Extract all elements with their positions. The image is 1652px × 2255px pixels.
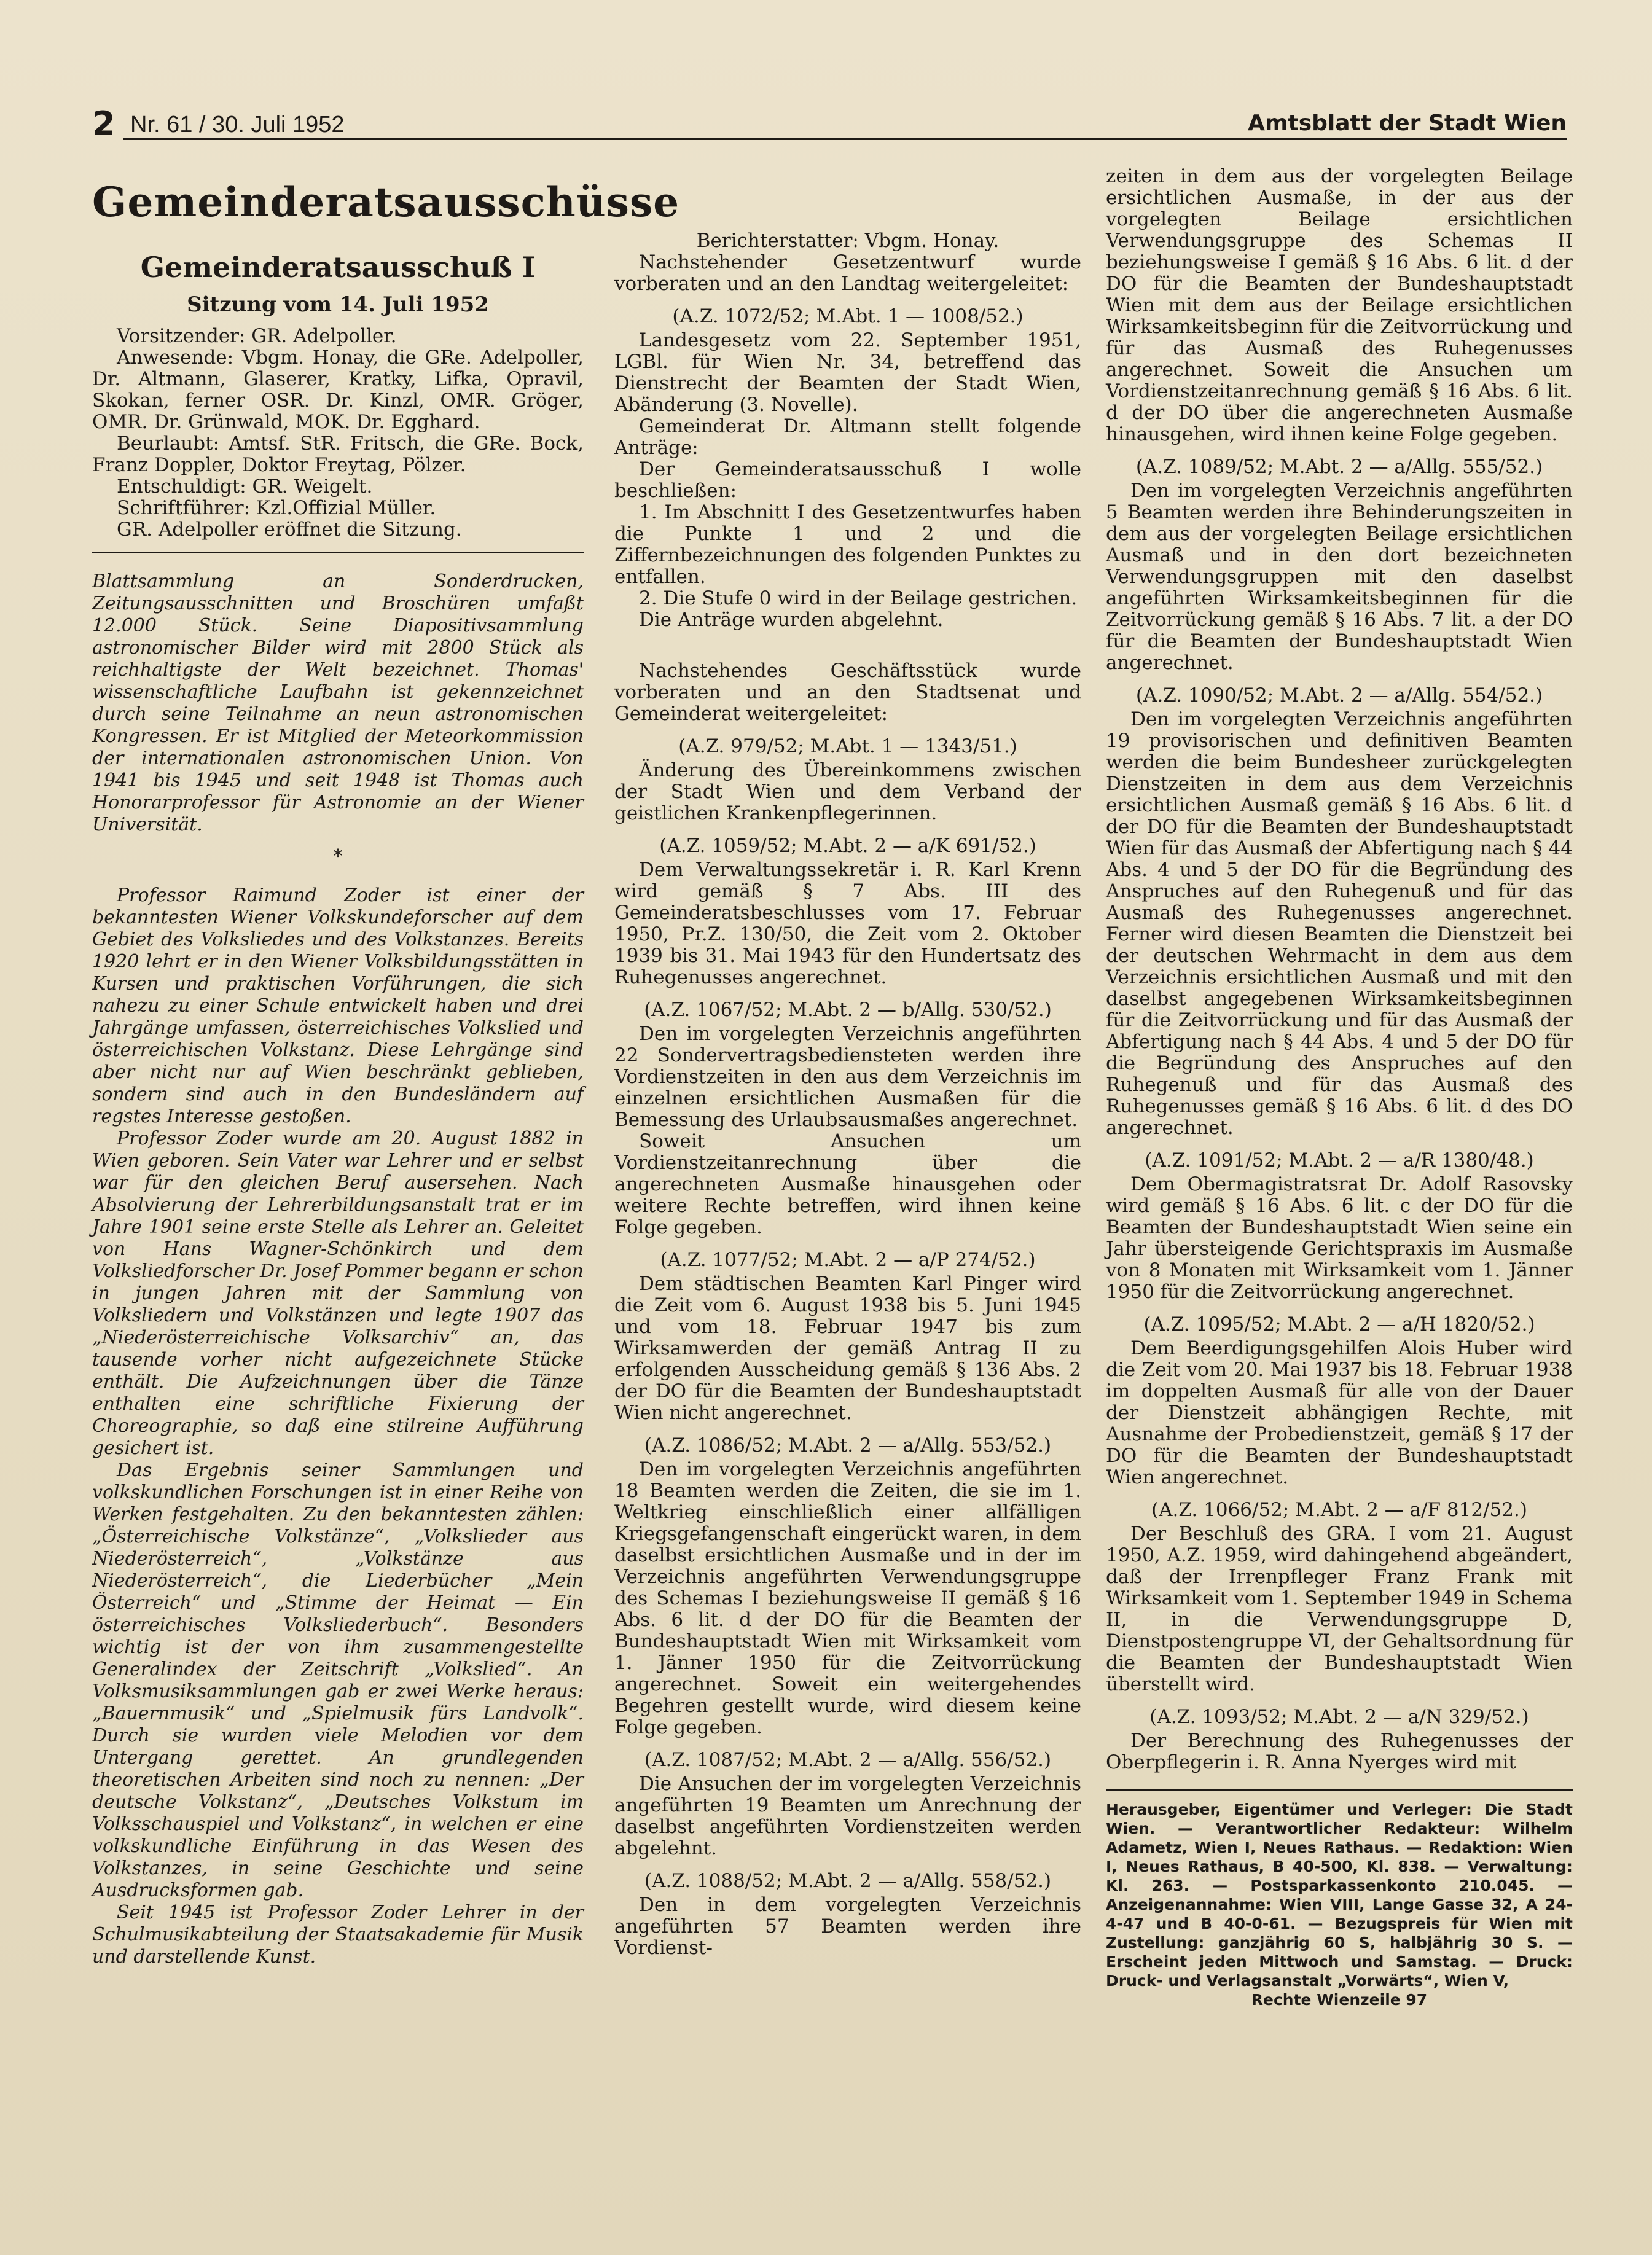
paragraph: Den im vorgelegten Verzeichnis angeführten 18 Beamten werden die Zeiten, die sie im 1. Weltkrieg einschließlich einer allfälligen Kriegsgefangenschaft eingerückt waren, in dem daselbst ersichtlichen Ausmaße und in der im Verzeichnis angeführten Verwendungsgruppe des Schemas I beziehungsweise II gemäß § 16 Abs. 6 lit. d der DO für die Beamten der Bundeshauptstadt Wien mit Wirksamkeit vom 1. Jänner 1950 für die Zeitvorrückung angerechnet. Soweit ein weitergehendes Begehren gestellt wurde, wird diesem keine Folge gegeben. — [614, 1458, 1081, 1738]
paragraph: 1. Im Abschnitt I des Gesetzentwurfes haben die Punkte 1 und 2 und die Ziffernbezeichnungen des folgenden Punktes zu entfallen. — [614, 501, 1081, 588]
session-date: Sitzung vom 14. Juli 1952 — [187, 292, 489, 317]
secretary-line: Schriftführer: Kzl.Offizial Müller. — [117, 497, 436, 519]
zoder-article-p1: Professor Raimund Zoder ist einer der bekanntesten Wiener Volkskundeforscher auf dem Gebiet des Volksliedes und des Volkstanzes. Bereits 1920 lehrt er in den Wiener Volksbildungsstätten in Kursen und praktischen Vorführungen, die sich nahezu zu einer Schule entwickelt haben und drei Jahrgänge umfassen, österreichisches Volkslied und österreichischen Volkstanz. Diese Lehrgänge sind aber nicht nur auf Wien beschränkt geblieben, sondern sind auch in den Bundesländern auf regstes Interesse gestoßen. — [92, 885, 584, 1127]
paragraph: Der Berechnung des Ruhegenusses der Oberpflegerin i. R. Anna Nyerges wird mit — [1106, 1730, 1573, 1773]
file-reference: (A.Z. 979/52; M.Abt. 1 — 1343/51.) — [678, 735, 1017, 757]
column-left — [92, 160, 680, 1968]
paragraph: Den im vorgelegten Verzeichnis angeführten 22 Sondervertragsbediensteten werden ihre Vordienstzeiten in den aus dem Verzeichnis im einzelnen ersichtlichen Ausmaßen für die Bemessung des Urlaubsausmaßes angerechnet. — [614, 1023, 1081, 1131]
paragraph: Der Gemeinderatsausschuß I wolle beschließen: — [614, 458, 1081, 502]
file-reference: (A.Z. 1093/52; M.Abt. 2 — a/N 329/52.) — [1149, 1706, 1529, 1728]
file-reference: (A.Z. 1067/52; M.Abt. 2 — b/Allg. 530/52.) — [644, 999, 1052, 1021]
main-title: Gemeinderatsausschüsse — [92, 178, 680, 226]
opening-line: GR. Adelpoller eröffnet die Sitzung. — [117, 518, 462, 541]
paragraph: Änderung des Übereinkommens zwischen der Stadt Wien und dem Verband der geistlichen Krankenpflegerinnen. — [614, 759, 1081, 824]
paragraph: Dem Verwaltungssekretär i. R. Karl Krenn wird gemäß § 7 Abs. III des Gemeinderatsbeschlusses vom 17. Februar 1950, Pr.Z. 130/50, die Zeit vom 2. Oktober 1939 bis 31. Mai 1943 für den Hundertsatz des Ruhegenusses angerechnet. — [614, 859, 1081, 988]
paragraph: Soweit Ansuchen um Vordienstzeitanrechnung über die angerechneten Ausmaße hinausgehen oder weitere Rechte betreffen, wird ihnen keine Folge gegeben. — [614, 1130, 1081, 1238]
file-reference: (A.Z. 1090/52; M.Abt. 2 — a/Allg. 554/52.) — [1135, 684, 1543, 706]
file-reference: (A.Z. 1087/52; M.Abt. 2 — a/Allg. 556/52.) — [644, 1749, 1052, 1771]
file-reference: (A.Z. 1086/52; M.Abt. 2 — a/Allg. 553/52.) — [644, 1434, 1052, 1456]
paragraph: Nachstehendes Geschäftsstück wurde vorberaten und an den Stadtsenat und Gemeinderat weitergeleitet: — [614, 660, 1081, 725]
file-reference: (A.Z. 1095/52; M.Abt. 2 — a/H 1820/52.) — [1143, 1313, 1535, 1335]
paragraph: zeiten in dem aus der vorgelegten Beilage ersichtlichen Ausmaße, in der aus der vorgelegten Beilage ersichtlichen Verwendungsgruppe des Schemas II beziehungsweise I gemäß § 16 Abs. 6 lit. d der DO für die Beamten der Bundeshauptstadt Wien mit dem aus der Beilage ersichtlichen Wirksamkeitsbeginn für die Zeitvorrückung und für das Ausmaß des Ruhegenusses angerechnet. Soweit die Ansuchen um Vordienstzeitanrechnung gemäß § 16 Abs. 6 lit. d der DO über die angerechneten Ausmaße hinausgehen, wird ihnen keine Folge gegeben. — [1106, 165, 1573, 445]
attendees-line: Anwesende: Vbgm. Honay, die GRe. Adelpoller, Dr. Altmann, Glaserer, Kratky, Lifka, Opravil, Skokan, ferner OSR. Dr. Kinzl, OMR. Gröger, OMR. Dr. Grünwald, MOK. Dr. Egghard. — [92, 346, 584, 433]
column-middle — [614, 230, 1081, 1959]
paragraph: Die Ansuchen der im vorgelegten Verzeichnis angeführten 19 Beamten um Anrechnung der daselbst angeführten Vordienstzeiten werden abgelehnt. — [614, 1773, 1081, 1859]
section-rule — [92, 552, 584, 553]
page-number: 2 — [92, 104, 115, 143]
paragraph: Den im vorgelegten Verzeichnis angeführten 5 Beamten werden ihre Behinderungszeiten in dem aus der vorgelegten Beilage ersichtlichen Ausmaß und in den dort bezeichneten Verwendungsgruppen mit den daselbst angeführten Wirksamkeitsbeginnen für die Zeitvorrückung gemäß § 16 Abs. 7 lit. a der DO für die Beamten der Bundeshauptstadt Wien angerechnet. — [1106, 480, 1573, 674]
zoder-article-p2: Professor Zoder wurde am 20. August 1882 in Wien geboren. Sein Vater war Lehrer und er selbst war für den gleichen Beruf ausersehen. Nach Absolvierung der Lehrerbildungsanstalt trat er im Jahre 1901 seine erste Stelle als Lehrer an. Geleitet von Hans Wagner-Schönkirch und dem Volksliedforscher Dr. Josef Pommer begann er schon in jungen Jahren mit der Sammlung von Volksliedern und Volkstänzen und legte 1907 das „Niederösterreichische Volksarchiv“ an, das tausende vorher nicht aufgezeichnete Stücke enthält. Die Aufzeichnungen über die Tänze enthalten eine schriftliche Fixierung der Choreographie, so daß eine stilreine Aufführung gesichert ist. — [92, 1128, 584, 1459]
gazette-name: Amtsblatt der Stadt Wien — [1248, 111, 1567, 136]
issue-line: Nr. 61 / 30. Juli 1952 — [130, 112, 345, 138]
imprint-address: Rechte Wienzeile 97 — [1251, 1991, 1428, 2009]
paragraph: Landesgesetz vom 22. September 1951, LGBl. für Wien Nr. 34, betreffend das Dienstrecht der Beamten der Stadt Wien, Abänderung (3. Novelle). — [614, 329, 1081, 416]
excused-line: Entschuldigt: GR. Weigelt. — [117, 475, 373, 498]
paragraph: Den in dem vorgelegten Verzeichnis angeführten 57 Beamten werden ihre Vordienst- — [614, 1894, 1081, 1959]
paragraph: Nachstehender Gesetzentwurf wurde vorberaten und an den Landtag weitergeleitet: — [614, 251, 1081, 295]
imprint: Herausgeber, Eigentümer und Verleger: Die Stadt Wien. — Verantwortlicher Redakteur: Wilhelm Adametz, Wien I, Neues Rathaus. — Redaktion: Wien I, Neues Rathaus, B 40-500, Kl. 838. — Verwaltung: Kl. 263. — Postsparkassenkonto 210.045. — Anzeigenannahme: Wien VIII, Lange Gasse 32, A 24-4-47 und B 40-0-61. — Bezugspreis für Wien mit Zustellung: ganzjährig 60 S, halbjährig 30 S. — Erscheint jeden Mittwoch und Samstag. — Druck: Druck- und Verlagsanstalt „Vorwärts“, Wien V, — [1106, 1800, 1573, 1990]
file-reference: (A.Z. 1089/52; M.Abt. 2 — a/Allg. 555/52.) — [1135, 456, 1543, 478]
paragraph: Dem Beerdigungsgehilfen Alois Huber wird die Zeit vom 20. Mai 1937 bis 18. Februar 1938 im doppelten Ausmaß für alle von der Dauer der Dienstzeit abhängigen Rechte, mit Ausnahme der Probedienstzeit, gemäß § 17 der DO für die Beamten der Bundeshauptstadt Wien angerechnet. — [1106, 1337, 1573, 1488]
thomas-article: Blattsammlung an Sonderdrucken, Zeitungsausschnitten und Broschüren umfaßt 12.000 Stück. Seine Diapositivsammlung astronomischer Bilder wird mit 2800 Stück als reichhaltigste der Welt bezeichnet. Thomas' wissenschaftliche Laufbahn ist gekennzeichnet durch seine Teilnahme an neun astronomischen Kongressen. Er ist Mitglied der Meteorkommission der internationalen astronomischen Union. Von 1941 bis 1945 und seit 1948 ist Thomas auch Honorarprofessor für Astronomie an der Wiener Universität. — [92, 571, 584, 835]
chairman-line: Vorsitzender: GR. Adelpoller. — [117, 325, 397, 347]
paragraph: Der Beschluß des GRA. I vom 21. August 1950, A.Z. 1959, wird dahingehend abgeändert, daß der Irrenpfleger Franz Frank mit Wirksamkeit vom 1. September 1949 in Schema II, in die Verwendungsgruppe D, Dienstpostengruppe VI, der Gehaltsordnung für die Beamten der Bundeshauptstadt Wien überstellt wird. — [1106, 1523, 1573, 1695]
imprint-rule — [1106, 1789, 1573, 1791]
on-leave-line: Beurlaubt: Amtsf. StR. Fritsch, die GRe. Bock, Franz Doppler, Doktor Freytag, Pölzer. — [92, 432, 584, 476]
file-reference: (A.Z. 1066/52; M.Abt. 2 — a/F 812/52.) — [1151, 1499, 1527, 1521]
paragraph: Dem Obermagistratsrat Dr. Adolf Rasovsky wird gemäß § 16 Abs. 6 lit. c der DO für die Beamten der Bundeshauptstadt Wien seine ein Jahr übersteigende Gerichtspraxis im Ausmaße von 8 Monaten mit Wirksamkeit vom 1. Jänner 1950 für die Zeitvorrückung angerechnet. — [1106, 1173, 1573, 1303]
paragraph: Dem städtischen Beamten Karl Pinger wird die Zeit vom 6. August 1938 bis 5. Juni 1945 und vom 18. Februar 1947 bis zum Wirksamwerden der gemäß Antrag II zu erfolgenden Ausscheidung gemäß § 136 Abs. 2 der DO für die Beamten der Bundeshauptstadt Wien nicht angerechnet. — [614, 1273, 1081, 1424]
page-header — [92, 104, 1567, 141]
header-rule — [123, 138, 1567, 140]
paragraph: 2. Die Stufe 0 wird in der Beilage gestrichen. — [639, 587, 1078, 609]
zoder-article-p3: Das Ergebnis seiner Sammlungen und volkskundlichen Forschungen ist in einer Reihe von Werken festgehalten. Zu den bekanntesten zählen: „Österreichische Volkstänze“, „Volkslieder aus Niederösterreich“, „Volkstänze aus Niederösterreich“, die Liederbücher „Mein Österreich“ und „Stimme der Heimat — Ein österreichisches Volksliederbuch“. Besonders wichtig ist der von ihm zusammengestellte Generalindex der Zeitschrift „Volkslied“. An Volksmusiksammlungen gab er zwei Werke heraus: „Bauernmusik“ und „Spielmusik fürs Landvolk“. Durch sie wurden viele Melodien vor dem Untergang gerettet. An grundlegenden theoretischen Arbeiten sind noch zu nennen: „Der deutsche Volkstanz“, „Deutsches Volkstum im Volksschauspiel und Volkstanz“, in welchen er eine volkskundliche Einführung in das Wesen des Volkstanzes, in seine Geschichte und seine Ausdrucksformen gab. — [92, 1460, 584, 1901]
rapporteur-line: Berichterstatter: Vbgm. Honay. — [696, 230, 1000, 252]
zoder-article-p4: Seit 1945 ist Professor Zoder Lehrer in der Schulmusikabteilung der Staatsakademie für Musik und darstellende Kunst. — [92, 1902, 584, 1968]
separator-star: * — [333, 846, 343, 867]
file-reference: (A.Z. 1072/52; M.Abt. 1 — 1008/52.) — [672, 305, 1024, 327]
paragraph: Gemeinderat Dr. Altmann stellt folgende Anträge: — [614, 415, 1081, 459]
file-reference: (A.Z. 1077/52; M.Abt. 2 — a/P 274/52.) — [660, 1249, 1036, 1271]
paragraph: Den im vorgelegten Verzeichnis angeführten 19 provisorischen und definitiven Beamten werden die beim Bundesheer zurückgelegten Dienstzeiten in dem aus dem Verzeichnis ersichtlichen Ausmaß gemäß § 16 Abs. 6 lit. d der DO für die Beamten der Bundeshauptstadt Wien für das Ausmaß der Abfertigung nach § 44 Abs. 4 und 5 der DO für die Begründung des Anspruches auf den Ruhegenuß und für das Ausmaß des Ruhegenusses angerechnet. Ferner wird diesen Beamten die Dienstzeit bei der deutschen Wehrmacht in dem aus dem Verzeichnis ersichtlichen Ausmaß und mit den daselbst angegebenen Wirksamkeitsbeginnen für die Zeitvorrückung und für das Ausmaß der Abfertigung nach § 44 Abs. 4 und 5 der DO für die Begründung des Anspruches auf den Ruhegenuß und für das Ausmaß des Ruhegenusses gemäß § 16 Abs. 6 lit. d des DO angerechnet. — [1106, 708, 1573, 1139]
column-right — [1106, 166, 1573, 2009]
committee-title: Gemeinderatsausschuß I — [140, 251, 536, 284]
file-reference: (A.Z. 1059/52; M.Abt. 2 — a/K 691/52.) — [659, 835, 1036, 857]
file-reference: (A.Z. 1091/52; M.Abt. 2 — a/R 1380/48.) — [1145, 1149, 1534, 1171]
paragraph: Die Anträge wurden abgelehnt. — [639, 609, 944, 631]
file-reference: (A.Z. 1088/52; M.Abt. 2 — a/Allg. 558/52.) — [644, 1870, 1052, 1892]
